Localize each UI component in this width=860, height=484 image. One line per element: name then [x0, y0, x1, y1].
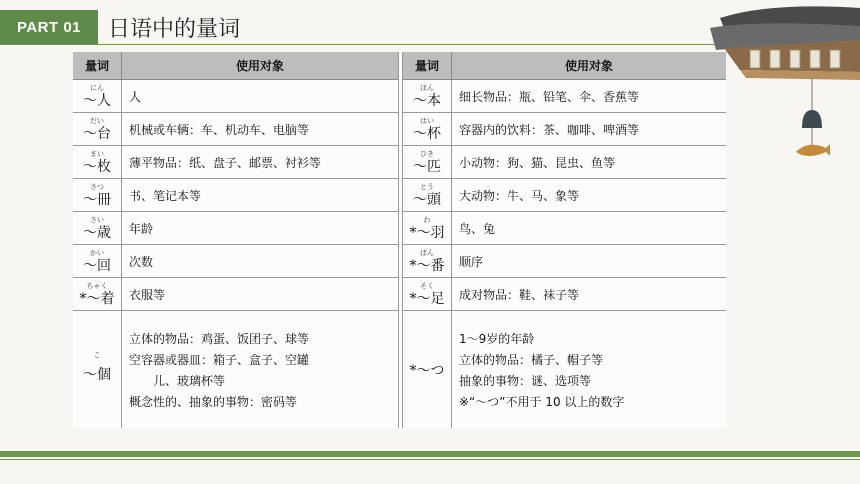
reading: まい — [90, 150, 104, 158]
usage-cell: 机械或车辆：车、机动车、电脑等 — [129, 122, 310, 137]
reading: かい — [90, 249, 104, 257]
counter-word: ～人 — [83, 93, 111, 109]
table-right-column — [402, 52, 726, 428]
counter-word-wrap — [83, 350, 111, 384]
counter-word: ～頭 — [413, 192, 441, 208]
usage-line: 概念性的、抽象的事物：密码等 — [129, 394, 298, 409]
counter-word: *～つ — [409, 362, 445, 379]
table-row — [73, 278, 398, 311]
table-row — [73, 245, 398, 278]
counter-cell — [403, 146, 452, 178]
usage-cell: 人 — [129, 89, 142, 104]
usage-cell: 薄平物品：纸、盘子、邮票、衬衫等 — [129, 155, 322, 170]
counter-cell — [73, 146, 122, 178]
usage-cell: 成对物品：鞋、袜子等 — [459, 287, 580, 302]
counter-word: ～冊 — [83, 192, 111, 208]
reading: さい — [90, 216, 104, 224]
table-header-right — [403, 52, 726, 80]
counter-word: ～杯 — [413, 126, 441, 142]
footer-line — [0, 459, 860, 460]
header-counter: 量词 — [73, 52, 122, 79]
counter-word: *～足 — [409, 291, 445, 307]
table-left-column — [73, 52, 399, 428]
reading: ほん — [420, 84, 434, 92]
counter-word: ～台 — [83, 126, 111, 142]
table-row — [73, 113, 398, 146]
table-row — [73, 146, 398, 179]
counter-cell — [73, 278, 122, 310]
counter-word: ～歳 — [83, 225, 111, 241]
table-row — [73, 311, 398, 428]
page-title: 日语中的量词 — [108, 17, 241, 42]
reading: はい — [420, 117, 434, 125]
counter-cell — [73, 311, 122, 428]
counter-cell — [403, 179, 452, 211]
usage-line: 抽象的事物：谜、选项等 — [459, 373, 592, 388]
counter-cell — [73, 113, 122, 145]
counter-word: ～個 — [83, 366, 111, 383]
part-badge: PART 01 — [0, 10, 98, 44]
reading: にん — [90, 84, 104, 92]
counter-word: ～本 — [413, 93, 441, 109]
counter-cell — [403, 311, 452, 428]
table-row — [73, 80, 398, 113]
usage-cell: 小动物：狗、猫、昆虫、鱼等 — [459, 155, 616, 170]
table-row — [403, 278, 726, 311]
usage-line: 1～9岁的年龄 — [459, 331, 535, 346]
usage-cell: 次数 — [129, 254, 154, 269]
counter-word: *～着 — [79, 291, 115, 307]
usage-line: 立体的物品：鸡蛋、饭团子、球等 — [129, 331, 310, 346]
header-divider — [0, 44, 720, 45]
counter-cell — [403, 80, 452, 112]
counter-cell — [403, 212, 452, 244]
table-row — [403, 212, 726, 245]
usage-cell: 书、笔记本等 — [129, 188, 202, 203]
usage-cell: 顺序 — [459, 254, 484, 269]
usage-line: 立体的物品：橘子、帽子等 — [459, 352, 604, 367]
reading: そく — [420, 282, 434, 290]
usage-cell: 年龄 — [129, 221, 154, 236]
reading: ひき — [420, 150, 434, 158]
table-header-left — [73, 52, 398, 80]
counter-cell — [73, 80, 122, 112]
header-counter: 量词 — [403, 52, 452, 79]
usage-cell — [122, 311, 398, 428]
counter-word: ～回 — [83, 258, 111, 274]
usage-cell: 衣服等 — [129, 287, 166, 302]
table-row — [403, 113, 726, 146]
usage-line: ※“～つ”不用于 10 以上的数字 — [459, 394, 625, 409]
counter-words-table — [73, 52, 726, 428]
reading: こ — [93, 350, 101, 359]
roof-wind-chime-decoration — [710, 0, 860, 175]
usage-line: 儿、玻璃杯等 — [129, 373, 226, 388]
counter-cell — [73, 179, 122, 211]
table-row — [73, 212, 398, 245]
reading: ちゃく — [86, 282, 108, 290]
reading: とう — [420, 183, 434, 191]
counter-cell — [403, 245, 452, 277]
reading: わ — [423, 216, 431, 224]
counter-cell — [403, 278, 452, 310]
counter-cell — [73, 245, 122, 277]
reading: ばん — [420, 249, 434, 257]
counter-cell — [403, 113, 452, 145]
counter-word: *～番 — [409, 258, 445, 274]
counter-word: ～枚 — [83, 159, 111, 175]
counter-word: ～匹 — [413, 159, 441, 175]
usage-cell — [452, 311, 726, 428]
table-row — [403, 146, 726, 179]
usage-cell: 细长物品：瓶、铅笔、伞、香蕉等 — [459, 89, 640, 104]
header-usage: 使用对象 — [564, 59, 613, 73]
table-row — [73, 179, 398, 212]
reading: だい — [90, 117, 104, 125]
table-row — [403, 245, 726, 278]
table-row — [403, 179, 726, 212]
table-row — [403, 311, 726, 428]
header-usage: 使用对象 — [235, 59, 284, 73]
counter-cell — [73, 212, 122, 244]
usage-cell: 容器内的饮料：茶、咖啡、啤酒等 — [459, 122, 640, 137]
reading: さつ — [90, 183, 104, 191]
usage-cell: 大动物：牛、马、象等 — [459, 188, 580, 203]
usage-line: 空容器或器皿：箱子、盒子、空罐 — [129, 352, 310, 367]
table-row — [403, 80, 726, 113]
counter-word: *～羽 — [409, 225, 445, 241]
usage-cell: 鸟、兔 — [459, 221, 496, 236]
footer-bar — [0, 451, 860, 457]
